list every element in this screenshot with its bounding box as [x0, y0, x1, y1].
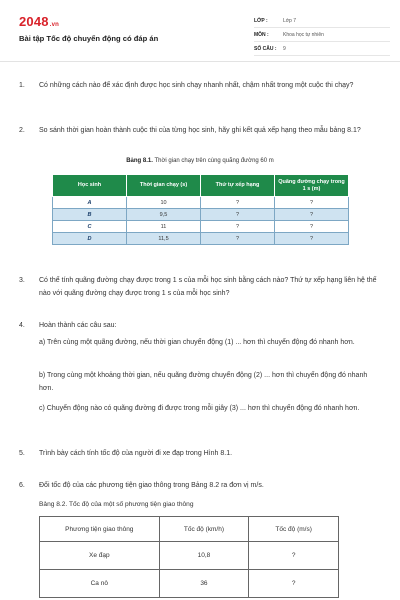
table-cell: Xe đạp	[40, 542, 160, 570]
meta-row-class	[254, 15, 390, 28]
table-cell: 11,5	[127, 233, 201, 245]
meta-key: SỐ CÂU :	[254, 46, 277, 52]
header-cell: Thời gian chạy (s)	[127, 175, 201, 197]
table-cell: ?	[275, 233, 349, 245]
meta-row-subject	[254, 29, 390, 42]
question-text: Hoàn thành các câu sau:	[39, 322, 117, 329]
document-meta	[254, 15, 390, 56]
table-row	[53, 233, 349, 245]
table-row	[53, 209, 349, 221]
question-text: Trình bày cách tính tốc độ của người đi xe đạp trong Hình 8.1.	[39, 450, 233, 457]
question-number: 5.	[19, 450, 25, 457]
table-row	[53, 221, 349, 233]
table-cell: ?	[275, 221, 349, 233]
table-cell: 36	[159, 570, 249, 598]
table-header-row	[53, 175, 349, 197]
table-cell: B	[53, 209, 127, 221]
question-text: Đổi tốc độ của các phương tiện giao thông trong Bảng 8.2 ra đơn vị m/s.	[39, 482, 264, 489]
header-cell: Phương tiện giao thông	[40, 517, 160, 542]
meta-value: 9	[283, 46, 286, 52]
table-cell: 11	[127, 221, 201, 233]
table-8-2-caption: Bảng 8.2. Tốc độ của một số phương tiện giao thông	[39, 501, 194, 508]
question-text: Có thể tính quãng đường chạy được trong 1 s của mỗi học sinh bằng cách nào? Thứ tự xếp hạng liên hệ thế nào với quãng đường chạy được trong 1 s của mỗi học sinh?	[39, 277, 377, 297]
table-cell: 9,5	[127, 209, 201, 221]
table-cell: ?	[275, 197, 349, 209]
table-cell: ?	[201, 221, 275, 233]
meta-key: LỚP :	[254, 18, 268, 24]
table-cell: C	[53, 221, 127, 233]
table-cell: ?	[201, 233, 275, 245]
question-number: 1.	[19, 82, 25, 89]
question-4-item-c: c) Chuyển động nào có quãng đường đi được trong mỗi giây (3) ... hơn thì chuyển động đó nhanh hơn.	[39, 405, 360, 412]
table-row	[40, 570, 339, 598]
question-4-item-a: a) Trên cùng một quãng đường, nếu thời gian chuyển động (1) ... hơn thì chuyển động đó nhanh hơn.	[39, 339, 355, 346]
meta-value: Lớp 7	[283, 18, 297, 24]
header-cell: Thứ tự xếp hạng	[201, 175, 275, 197]
table-8-1	[52, 174, 349, 245]
page-header	[0, 0, 400, 62]
question-number: 6.	[19, 482, 25, 489]
question-number: 2.	[19, 127, 25, 134]
document-title: Bài tập Tốc độ chuyển động có đáp án	[19, 34, 159, 43]
table-cell: ?	[201, 209, 275, 221]
header-cell: Tốc độ (m/s)	[249, 517, 339, 542]
question-number: 4.	[19, 322, 25, 329]
table-cell: ?	[201, 197, 275, 209]
question-4-item-b: b) Trong cùng một khoảng thời gian, nếu quãng đường chuyển động (2) ... hơn thì chuyển động đó nhanh hơn.	[39, 372, 368, 392]
table-cell: 10	[127, 197, 201, 209]
meta-value: Khoa học tự nhiên	[283, 32, 324, 38]
table-cell: ?	[249, 570, 339, 598]
table-row	[53, 197, 349, 209]
table-8-1-caption: Bảng 8.1. Thời gian chạy trên cùng quãng đường 60 m	[126, 158, 274, 164]
meta-row-count	[254, 43, 390, 56]
table-row	[40, 542, 339, 570]
table-8-2	[39, 516, 339, 598]
question-number: 3.	[19, 277, 25, 284]
table-cell: ?	[249, 542, 339, 570]
table-cell: A	[53, 197, 127, 209]
question-text: So sánh thời gian hoàn thành cuộc thi của từng học sinh, hãy ghi kết quả xếp hạng theo mẫu bảng 8.1?	[39, 127, 361, 134]
site-logo[interactable]: 2048.vn	[19, 14, 60, 29]
header-cell: Quãng đường chạy trong 1 s (m)	[275, 175, 349, 197]
table-header-row	[40, 517, 339, 542]
table-cell: Ca nô	[40, 570, 160, 598]
table-cell: 10,8	[159, 542, 249, 570]
table-cell: ?	[275, 209, 349, 221]
meta-key: MÔN :	[254, 32, 269, 38]
header-cell: Học sinh	[53, 175, 127, 197]
question-text: Có những cách nào để xác định được học sinh chạy nhanh nhất, chậm nhất trong một cuộc thi chạy?	[39, 82, 354, 89]
header-cell: Tốc độ (km/h)	[159, 517, 249, 542]
table-cell: D	[53, 233, 127, 245]
